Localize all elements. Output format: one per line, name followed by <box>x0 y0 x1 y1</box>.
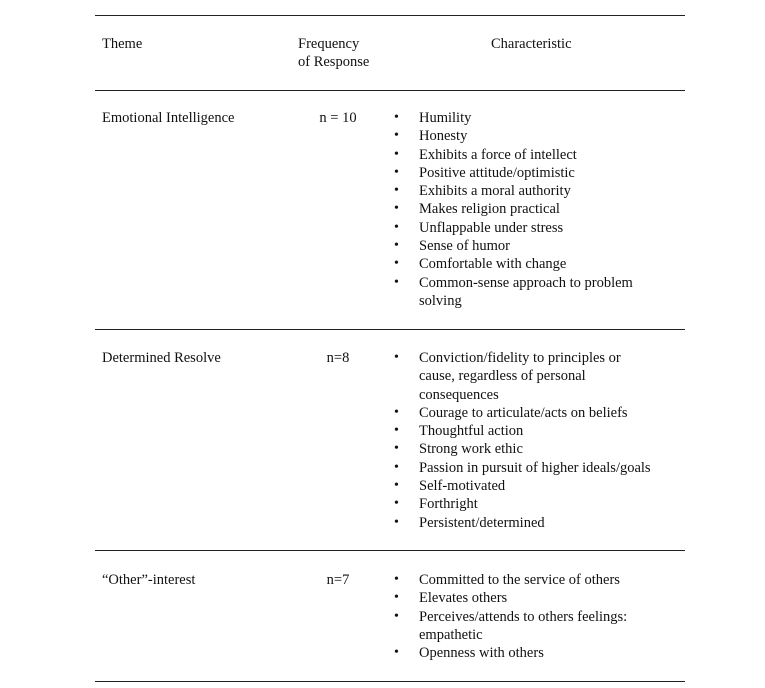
characteristic-item: • Comfortable with change <box>394 255 684 273</box>
row-2-characteristics <box>394 349 684 532</box>
characteristic-item: • Persistent/determined <box>394 514 684 532</box>
characteristic-item: • Exhibits a force of intellect <box>394 146 684 164</box>
header-characteristic: Characteristic <box>491 36 572 52</box>
characteristic-item: • Committed to the service of others <box>394 571 684 589</box>
row-3-characteristics <box>394 571 684 662</box>
header-bottom-rule <box>95 90 685 91</box>
row-2-theme: Determined Resolve <box>102 350 221 366</box>
characteristic-item: • Courage to articulate/acts on beliefs <box>394 404 684 422</box>
row-1-theme: Emotional Intelligence <box>102 110 235 126</box>
characteristic-item: • Strong work ethic <box>394 440 684 458</box>
characteristic-item: • Humility <box>394 109 684 127</box>
table-top-rule <box>95 15 685 16</box>
row-divider-1 <box>95 329 685 330</box>
row-3-frequency: n=7 <box>326 572 350 588</box>
characteristic-item: • Passion in pursuit of higher ideals/goals <box>394 459 684 477</box>
header-theme: Theme <box>102 36 143 52</box>
characteristic-item: • Openness with others <box>394 644 684 662</box>
characteristic-item: • Common-sense approach to problem solving <box>394 274 659 311</box>
characteristic-item: • Positive attitude/optimistic <box>394 164 684 182</box>
row-divider-2 <box>95 550 685 551</box>
header-frequency-line1: Frequency <box>298 36 360 52</box>
row-1-characteristics <box>394 109 684 310</box>
characteristic-item: • Forthright <box>394 495 684 513</box>
row-2-frequency: n=8 <box>326 350 350 366</box>
characteristic-item: • Sense of humor <box>394 237 684 255</box>
characteristic-item: • Unflappable under stress <box>394 219 684 237</box>
row-3-theme: “Other”-interest <box>102 572 196 588</box>
table-bottom-rule <box>95 681 685 682</box>
characteristic-item: • Perceives/attends to others feelings: empathetic <box>394 608 659 645</box>
characteristic-item: • Self-motivated <box>394 477 684 495</box>
characteristic-item: • Conviction/fidelity to principles or cause, regardless of personal consequences <box>394 349 649 404</box>
characteristic-item: • Makes religion practical <box>394 200 684 218</box>
characteristic-item: • Thoughtful action <box>394 422 684 440</box>
header-frequency-line2: of Response <box>298 54 370 70</box>
characteristic-item: • Elevates others <box>394 589 684 607</box>
characteristic-item: • Honesty <box>394 127 684 145</box>
row-1-frequency: n = 10 <box>319 110 357 126</box>
characteristic-item: • Exhibits a moral authority <box>394 182 684 200</box>
